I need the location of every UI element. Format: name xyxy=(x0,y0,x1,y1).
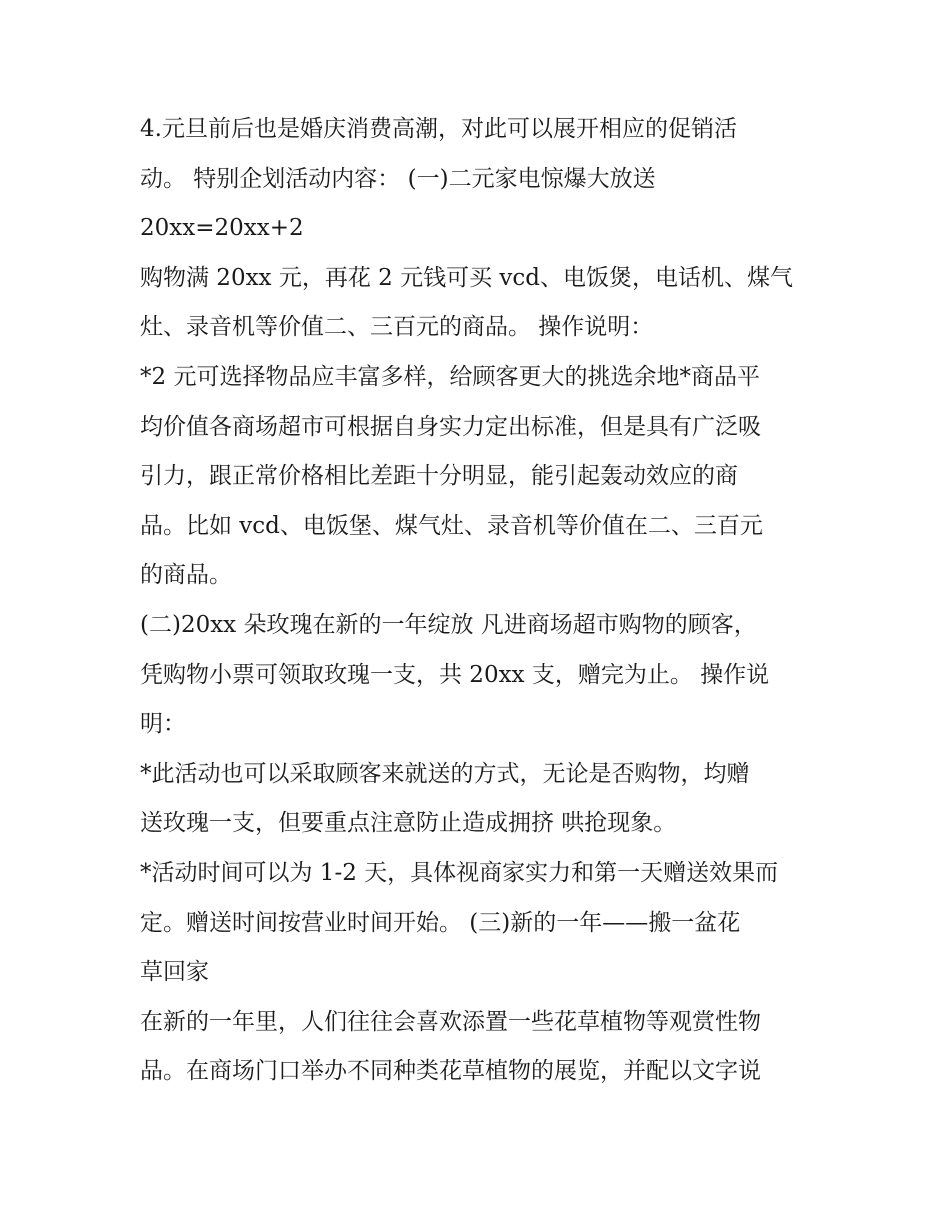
text-line: *此活动也可以采取顾客来就送的方式，无论是否购物，均赠 xyxy=(140,760,750,787)
text-line: 在新的一年里，人们往往会喜欢添置一些花草植物等观赏性物 xyxy=(140,1008,761,1035)
text-line: 品。在商场门口举办不同种类花草植物的展览，并配以文字说 xyxy=(140,1058,761,1085)
text-line: *2 元可选择物品应丰富多样，给顾客更大的挑选余地*商品平 xyxy=(140,363,760,390)
body-text xyxy=(140,109,830,1101)
text-line: 购物满 20xx 元，再花 2 元钱可买 vcd、电饭煲，电话机、煤气 xyxy=(140,264,793,291)
text-line: 草回家 xyxy=(140,959,209,986)
text-line: (二)20xx 朵玫瑰在新的一年绽放 凡进商场超市购物的顾客， xyxy=(140,611,757,638)
text-line: 明： xyxy=(140,711,186,738)
text-line: 品。比如 vcd、电饭堡、煤气灶、录音机等价值在二、三百元 xyxy=(140,512,763,539)
text-line: 动。 特别企划活动内容： (一)二元家电惊爆大放送 xyxy=(140,165,656,192)
text-line: 均价值各商场超市可根据自身实力定出标准，但是具有广泛吸 xyxy=(140,413,761,440)
text-line: 灶、录音机等价值二、三百元的商品。 操作说明： xyxy=(140,314,654,341)
text-line: 引力，跟正常价格相比差距十分明显，能引起轰动效应的商 xyxy=(140,463,738,490)
text-line: 凭购物小票可领取玫瑰一支，共 20xx 支，赠完为止。 操作说 xyxy=(140,661,770,688)
text-line: 的商品。 xyxy=(140,562,232,589)
text-line: 20xx=20xx+2 xyxy=(140,215,304,242)
text-line: 4.元旦前后也是婚庆消费高潮，对此可以展开相应的促销活 xyxy=(140,116,737,142)
text-line: *活动时间可以为 1-2 天，具体视商家实力和第一天赠送效果而 xyxy=(140,859,779,886)
text-line: 定。赠送时间按营业时间开始。 (三)新的一年——搬一盆花 xyxy=(140,909,741,936)
text-line: 送玫瑰一支，但要重点注意防止造成拥挤 哄抢现象。 xyxy=(140,810,677,837)
